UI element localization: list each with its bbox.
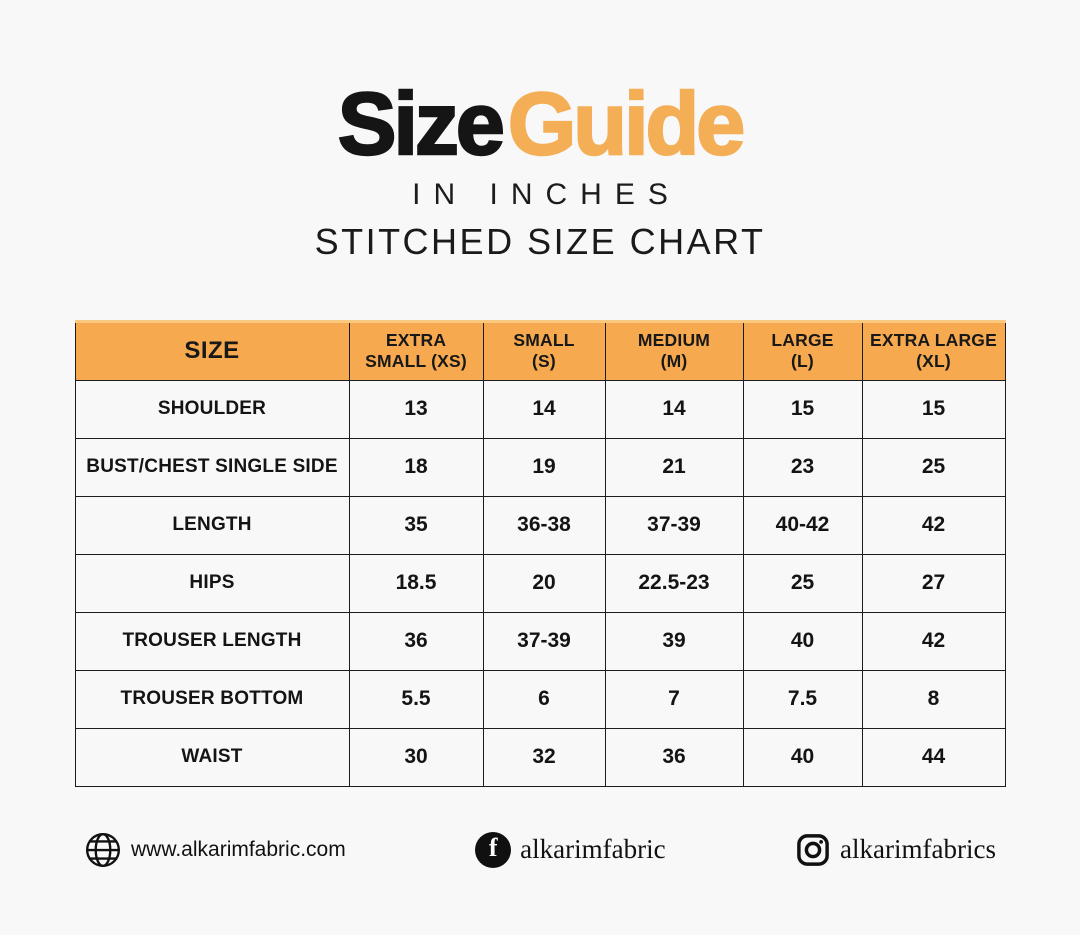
cell-value: 37-39 <box>483 612 605 670</box>
cell-value: 35 <box>349 496 483 554</box>
website-url: www.alkarimfabric.com <box>131 837 346 861</box>
table-row <box>75 438 1005 496</box>
cell-value: 23 <box>743 438 862 496</box>
cell-value: 18.5 <box>349 554 483 612</box>
cell-value: 14 <box>483 380 605 438</box>
cell-value: 36-38 <box>483 496 605 554</box>
column-header-large: LARGE (L) <box>743 321 862 380</box>
column-header-extra-large: EXTRA LARGE (XL) <box>862 321 1005 380</box>
row-label: LENGTH <box>75 496 349 554</box>
cell-value: 36 <box>605 728 743 786</box>
cell-value: 22.5-23 <box>605 554 743 612</box>
instagram-handle: alkarimfabrics <box>840 834 996 865</box>
instagram-icon <box>795 832 831 868</box>
row-label: WAIST <box>75 728 349 786</box>
subtitle-in-inches: IN INCHES <box>412 177 681 211</box>
subtitle-stitched-size-chart: STITCHED SIZE CHART <box>314 220 766 262</box>
cell-value: 32 <box>483 728 605 786</box>
cell-value: 44 <box>862 728 1005 786</box>
cell-value: 21 <box>605 438 743 496</box>
cell-value: 13 <box>349 380 483 438</box>
column-header-size: SIZE <box>75 321 349 380</box>
cell-value: 40-42 <box>743 496 862 554</box>
cell-value: 36 <box>349 612 483 670</box>
column-header-medium: MEDIUM (M) <box>605 321 743 380</box>
cell-value: 8 <box>862 670 1005 728</box>
column-header-small: SMALL (S) <box>483 321 605 380</box>
cell-value: 7 <box>605 670 743 728</box>
column-header-extra-small: EXTRA SMALL (XS) <box>349 321 483 380</box>
table-row <box>75 670 1005 728</box>
row-label: TROUSER BOTTOM <box>75 670 349 728</box>
cell-value: 37-39 <box>605 496 743 554</box>
cell-value: 25 <box>862 438 1005 496</box>
title-word-guide: Guide <box>507 74 743 173</box>
table-row <box>75 612 1005 670</box>
table-row <box>75 554 1005 612</box>
cell-value: 40 <box>743 612 862 670</box>
row-label: HIPS <box>75 554 349 612</box>
cell-value: 42 <box>862 496 1005 554</box>
table-row <box>75 496 1005 554</box>
cell-value: 40 <box>743 728 862 786</box>
size-chart-header-row <box>75 321 1005 380</box>
facebook-handle: alkarimfabric <box>520 834 666 865</box>
cell-value: 30 <box>349 728 483 786</box>
cell-value: 19 <box>483 438 605 496</box>
cell-value: 39 <box>605 612 743 670</box>
cell-value: 25 <box>743 554 862 612</box>
footer-links <box>84 831 996 869</box>
table-row <box>75 380 1005 438</box>
row-label: SHOULDER <box>75 380 349 438</box>
row-label: BUST/CHEST SINGLE SIDE <box>75 438 349 496</box>
cell-value: 15 <box>862 380 1005 438</box>
size-chart-table <box>75 320 1006 787</box>
title-block <box>0 0 1080 263</box>
cell-value: 7.5 <box>743 670 862 728</box>
website-link[interactable] <box>84 831 346 869</box>
cell-value: 5.5 <box>349 670 483 728</box>
facebook-icon: f <box>475 832 511 868</box>
cell-value: 15 <box>743 380 862 438</box>
cell-value: 18 <box>349 438 483 496</box>
cell-value: 6 <box>483 670 605 728</box>
page-title <box>0 74 1080 173</box>
table-row <box>75 728 1005 786</box>
cell-value: 42 <box>862 612 1005 670</box>
row-label: TROUSER LENGTH <box>75 612 349 670</box>
instagram-link[interactable] <box>795 832 996 868</box>
cell-value: 14 <box>605 380 743 438</box>
title-word-size: Size <box>337 74 502 173</box>
cell-value: 27 <box>862 554 1005 612</box>
globe-icon <box>84 831 122 869</box>
cell-value: 20 <box>483 554 605 612</box>
facebook-link[interactable] <box>475 832 665 868</box>
